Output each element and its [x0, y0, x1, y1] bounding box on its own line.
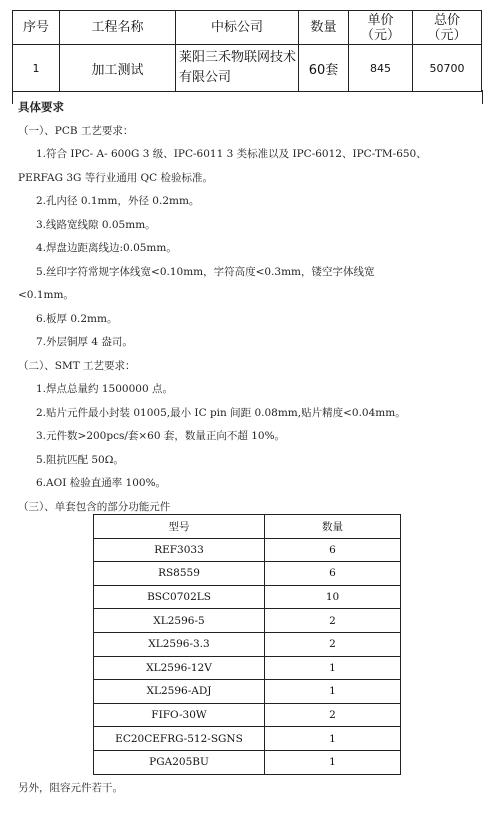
table-row [94, 609, 401, 633]
smt-heading: （二）、SMT 工艺要求： [18, 359, 136, 372]
table-row [94, 562, 401, 586]
cell-quantity: 60套 [299, 45, 349, 92]
smt-item: 2.贴片元件最小封装 01005,最小 IC pin 间距 0.08mm,贴片精度<0.04mm。 [36, 406, 406, 419]
footer-note: 另外，阻容元件若干。 [18, 782, 123, 794]
part-quantity: 1 [265, 727, 401, 751]
part-quantity: 2 [265, 632, 401, 656]
part-model: EC20CEFRG-512-SGNS [94, 727, 265, 751]
pcb-item: 7.外层铜厚 4 盎司。 [36, 336, 133, 348]
parts-header-row [94, 515, 401, 539]
bid-summary-header-row [13, 11, 482, 45]
pcb-item: 1.符合 IPC- A- 600G 3 级、IPC-6011 3 类标准以及 IPC-6012、IPC-TM-650、 [36, 148, 427, 160]
requirements-title: 具体要求 [18, 100, 64, 114]
smt-item: 6.AOI 检验直通率 100%。 [36, 477, 167, 489]
requirements-section [18, 96, 483, 519]
part-model: XL2596-12V [94, 656, 265, 680]
part-model: XL2596-3.3 [94, 632, 265, 656]
pcb-item: 6.板厚 0.2mm。 [36, 312, 118, 325]
pcb-item: 4.焊盘边距离线边:0.05mm。 [36, 242, 177, 254]
part-model: FIFO-30W [94, 703, 265, 727]
part-model: RS8559 [94, 562, 265, 586]
part-quantity: 6 [265, 562, 401, 586]
table-row [94, 727, 401, 751]
header-total-price: 总价 （元） [413, 11, 482, 45]
part-quantity: 1 [265, 750, 401, 774]
table-row [94, 656, 401, 680]
header-quantity: 数量 [299, 11, 349, 45]
part-quantity: 2 [265, 609, 401, 633]
part-quantity: 10 [265, 585, 401, 609]
bid-summary-row [13, 45, 482, 92]
bid-summary-table [12, 10, 482, 92]
part-quantity: 1 [265, 680, 401, 704]
smt-item: 1.焊点总量约 1500000 点。 [36, 383, 173, 395]
cell-company: 莱阳三禾物联网技术有限公司 [176, 45, 299, 92]
pcb-item: PERFAG 3G 等行业通用 QC 检验标准。 [18, 171, 214, 184]
part-quantity: 1 [265, 656, 401, 680]
pcb-item: 2.孔内径 0.1mm，外径 0.2mm。 [36, 195, 200, 207]
cell-project-name: 加工测试 [60, 45, 176, 92]
header-winning-company: 中标公司 [176, 11, 299, 45]
parts-table [93, 514, 401, 775]
table-row [94, 585, 401, 609]
table-row [94, 703, 401, 727]
header-project-name: 工程名称 [60, 11, 176, 45]
parts-heading: （三）、单套包含的部分功能元件 [18, 500, 171, 513]
table-row [94, 538, 401, 562]
part-model: REF3033 [94, 538, 265, 562]
pcb-item: 3.线路宽线隙 0.05mm。 [36, 218, 156, 231]
part-model: XL2596-5 [94, 609, 265, 633]
pcb-heading: （一）、PCB 工艺要求： [18, 124, 134, 137]
part-quantity: 2 [265, 703, 401, 727]
cell-index: 1 [13, 45, 60, 92]
parts-header-quantity: 数量 [265, 515, 401, 539]
parts-header-model: 型号 [94, 515, 265, 539]
part-quantity: 6 [265, 538, 401, 562]
table-row [94, 632, 401, 656]
smt-item: 3.元件数>200pcs/套×60 套，数量正向不超 10%。 [36, 430, 286, 442]
part-model: PGA205BU [94, 750, 265, 774]
table-row [94, 750, 401, 774]
table-row [94, 680, 401, 704]
cell-unit-price: 845 [349, 45, 413, 92]
smt-item: 5.阻抗匹配 50Ω。 [36, 453, 124, 466]
pcb-item: <0.1mm。 [18, 289, 74, 301]
part-model: XL2596-ADJ [94, 680, 265, 704]
cell-total-price: 50700 [413, 45, 482, 92]
pcb-item: 5.丝印字符常规字体线宽<0.10mm，字符高度<0.3mm，镂空字体线宽 [36, 265, 375, 278]
part-model: BSC0702LS [94, 585, 265, 609]
header-unit-price: 单价 （元） [349, 11, 413, 45]
header-index: 序号 [13, 11, 60, 45]
